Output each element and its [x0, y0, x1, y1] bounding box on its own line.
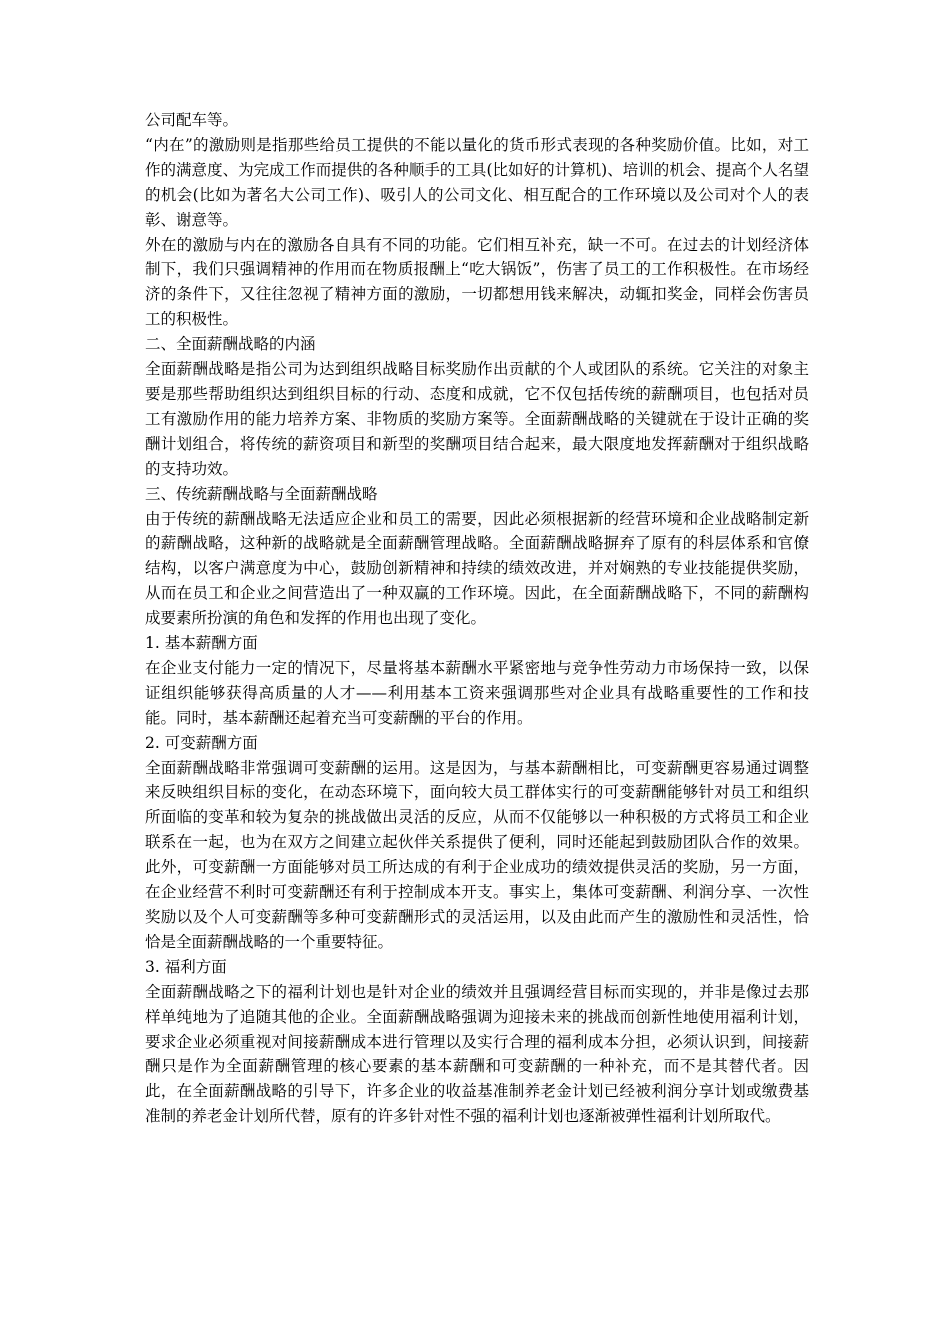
paragraph-continuation: 公司配车等。 — [145, 111, 239, 129]
subheading-benefits: 3. 福利方面 — [145, 957, 227, 976]
subheading-base-pay: 1. 基本薪酬方面 — [145, 634, 258, 653]
paragraph-variable-pay: 全面薪酬战略非常强调可变薪酬的运用。这是因为，与基本薪酬相比，可变薪酬更容易通过调整来反映组织目标的变化，在动态环境下，面向较大员工群体实行的可变薪酬能够针对员工和组织所面临的变革和较为复杂的挑战做出灵活的反应，从而不仅能够以一种积极的方式将员工和企业联系在一起，也为在双方之间建立起伙伴关系提供了便利，同时还能起到鼓励团队合作的效果。此外，可变薪酬一方面能够对员工所达成的有利于企业成功的绩效提供灵活的奖励，另一方面，在企业经营不利时可变薪酬还有利于控制成本开支。事实上，集体可变薪酬、利润分享、一次性奖励以及个人可变薪酬等多种可变薪酬形式的灵活运用，以及由此而产生的激励性和灵活性，恰恰是全面薪酬战略的一个重要特征。 — [145, 758, 809, 951]
section-heading-3: 三、传统薪酬战略与全面薪酬战略 — [145, 484, 378, 503]
paragraph-strategy-comparison: 由于传统的薪酬战略无法适应企业和员工的需要，因此必须根据新的经营环境和企业战略制定新的薪酬战略，这种新的战略就是全面薪酬管理战略。全面薪酬战略摒弃了原有的科层体系和官僚结构，以客户满意度为中心，鼓励创新精神和持续的绩效改进，并对娴熟的专业技能提供奖励，从而在员工和企业之间营造出了一种双赢的工作环境。因此，在全面薪酬战略下，不同的薪酬构成要素所扮演的角色和发挥的作用也出现了变化。 — [145, 509, 809, 628]
paragraph-incentive-functions: 外在的激励与内在的激励各自具有不同的功能。它们相互补充，缺一不可。在过去的计划经济体制下，我们只强调精神的作用而在物质报酬上“吃大锅饭”，伤害了员工的工作积极性。在市场经济的条件下，又往往忽视了精神方面的激励，一切都想用钱来解决，动辄扣奖金，同样会伤害员工的积极性。 — [145, 235, 809, 329]
paragraph-base-pay: 在企业支付能力一定的情况下，尽量将基本薪酬水平紧密地与竞争性劳动力市场保持一致，以保证组织能够获得高质量的人才——利用基本工资来强调那些对企业具有战略重要性的工作和技能。同时，基本薪酬还起着充当可变薪酬的平台的作用。 — [145, 658, 809, 727]
section-heading-2: 二、全面薪酬战略的内涵 — [145, 335, 316, 354]
subheading-variable-pay: 2. 可变薪酬方面 — [145, 733, 258, 752]
paragraph-total-compensation-definition: 全面薪酬战略是指公司为达到组织战略目标奖励作出贡献的个人或团队的系统。它关注的对象主要是那些帮助组织达到组织目标的行动、态度和成就，它不仅包括传统的薪酬项目，也包括对员工有激励作用的能力培养方案、非物质的奖励方案等。全面薪酬战略的关键就在于设计正确的奖酬计划组合，将传统的薪资项目和新型的奖酬项目结合起来，最大限度地发挥薪酬对于组织战略的支持功效。 — [145, 360, 809, 478]
paragraph-benefits: 全面薪酬战略之下的福利计划也是针对企业的绩效并且强调经营目标而实现的，并非是像过去那样单纯地为了追随其他的企业。全面薪酬战略强调为迎接未来的挑战而创新性地使用福利计划，要求企业必须重视对间接薪酬成本进行管理以及实行合理的福利成本分担，必须认识到，间接薪酬只是作为全面薪酬管理的核心要素的基本薪酬和可变薪酬的一种补充，而不是其替代者。因此，在全面薪酬战略的引导下，许多企业的收益基准制养老金计划已经被利润分享计划或缴费基准制的养老金计划所代替，原有的许多针对性不强的福利计划也逐渐被弹性福利计划所取代。 — [145, 982, 809, 1126]
paragraph-intrinsic-incentive: “内在”的激励则是指那些给员工提供的不能以量化的货币形式表现的各种奖励价值。比如，对工作的满意度、为完成工作而提供的各种顺手的工具(比如好的计算机)、培训的机会、提高个人名望的机会(比如为著名大公司工作)、吸引人的公司文化、相互配合的工作环境以及公司对个人的表彰、谢意等。 — [145, 135, 809, 229]
document-body — [145, 108, 809, 1129]
